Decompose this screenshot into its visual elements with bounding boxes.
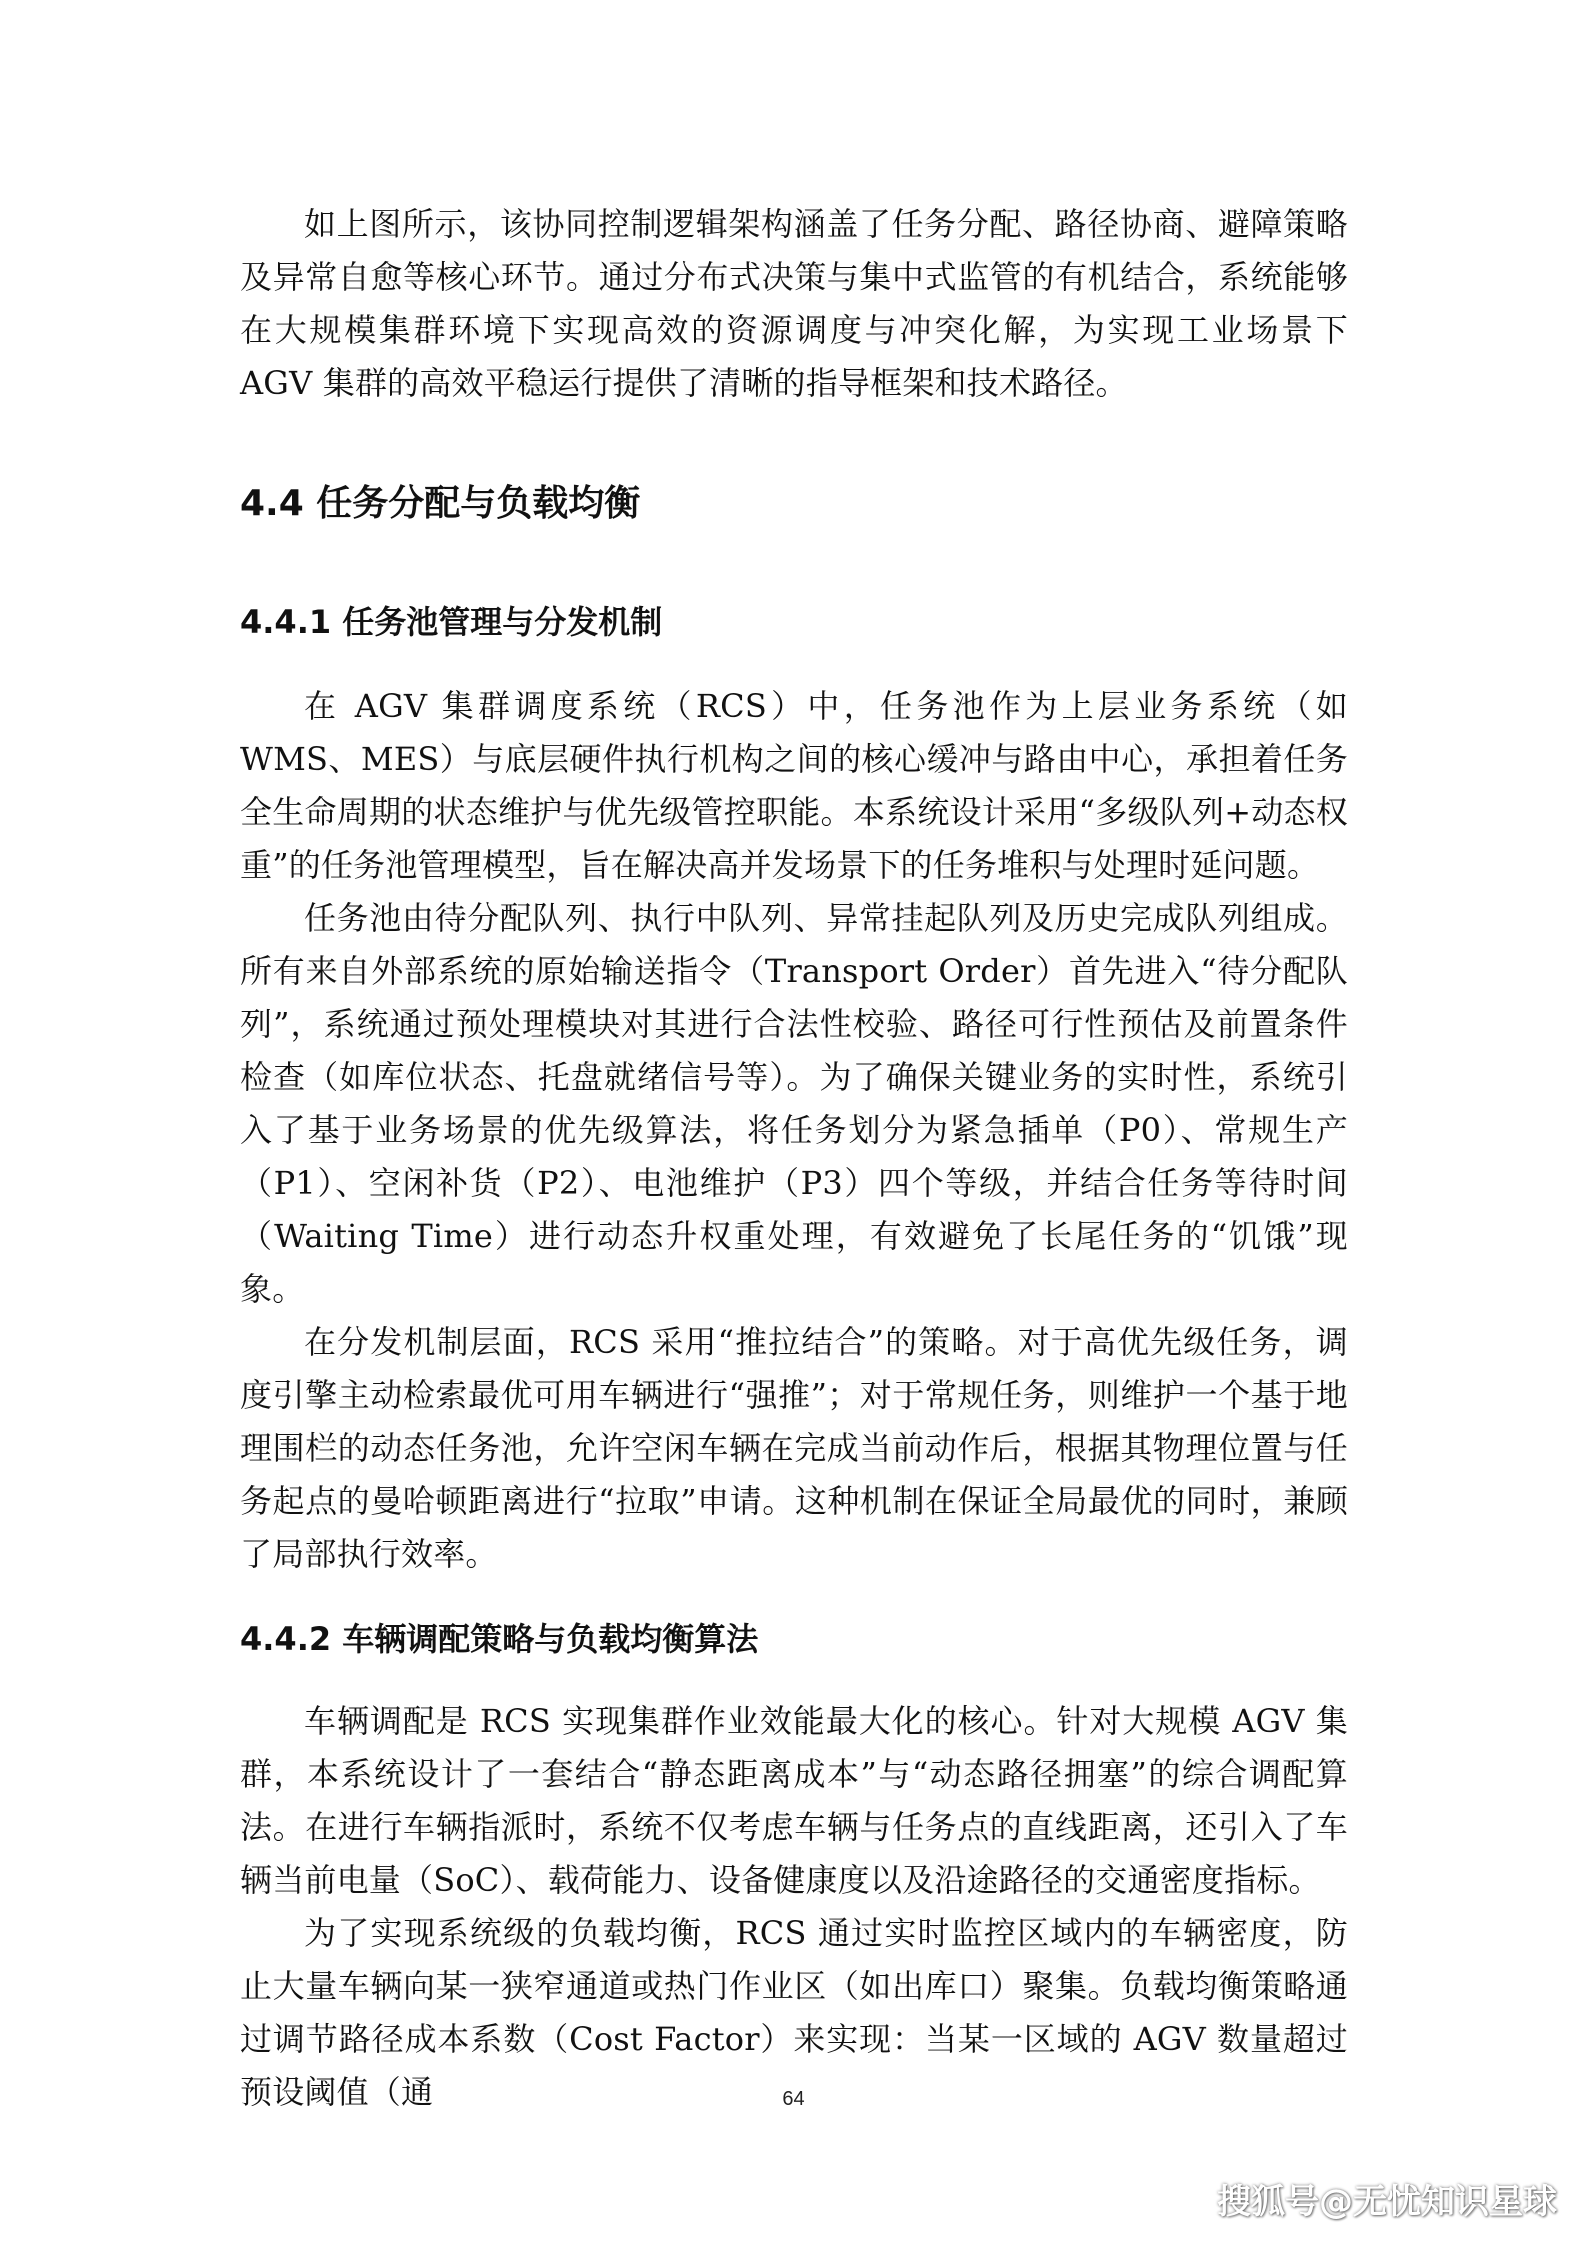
watermark-label: 搜狐号@无忧知识星球 (1217, 2182, 1557, 2222)
page-content (240, 198, 1348, 2119)
paragraph-4-4-1-2: 任务池由待分配队列、执行中队列、异常挂起队列及历史完成队列组成。所有来自外部系统的原始输送指令（Transport Order）首先进入“待分配队列”，系统通过预处理模块对其进行合法性校验、路径可行性预估及前置条件检查（如库位状态、托盘就绪信号等）。为了确保关键业务的实时性，系统引入了基于业务场景的优先级算法，将任务划分为紧急插单（P0）、常规生产（P1）、空闲补货（P2）、电池维护（P3）四个等级，并结合任务等待时间（Waiting Time）进行动态升权重处理，有效避免了长尾任务的“饥饿”现象。 (240, 899, 1348, 1308)
paragraph-4-4-2-1: 车辆调配是 RCS 实现集群作业效能最大化的核心。针对大规模 AGV 集群，本系统设计了一套结合“静态距离成本”与“动态路径拥塞”的综合调配算法。在进行车辆指派时，系统不仅考虑车辆与任务点的直线距离，还引入了车辆当前电量（SoC）、载荷能力、设备健康度以及沿途路径的交通密度指标。 (240, 1702, 1348, 1899)
paragraph-4-4-1-3: 在分发机制层面，RCS 采用“推拉结合”的策略。对于高优先级任务，调度引擎主动检索最优可用车辆进行“强推”；对于常规任务，则维护一个基于地理围栏的动态任务池，允许空闲车辆在完成当前动作后，根据其物理位置与任务起点的曼哈顿距离进行“拉取”申请。这种机制在保证全局最优的同时，兼顾了局部执行效率。 (240, 1323, 1348, 1573)
intro-paragraph: 如上图所示，该协同控制逻辑架构涵盖了任务分配、路径协商、避障策略及异常自愈等核心环节。通过分布式决策与集中式监管的有机结合，系统能够在大规模集群环境下实现高效的资源调度与冲突化解，为实现工业场景下 AGV 集群的高效平稳运行提供了清晰的指导框架和技术路径。 (240, 205, 1348, 402)
section-heading-4-4: 4.4 任务分配与负载均衡 (240, 483, 641, 524)
page-number: 64 (782, 2088, 805, 2110)
subsection-heading-4-4-1: 4.4.1 任务池管理与分发机制 (240, 603, 663, 641)
subsection-heading-4-4-2: 4.4.2 车辆调配策略与负载均衡算法 (240, 1620, 759, 1658)
paragraph-4-4-1-1: 在 AGV 集群调度系统（RCS）中，任务池作为上层业务系统（如 WMS、MES）与底层硬件执行机构之间的核心缓冲与路由中心，承担着任务全生命周期的状态维护与优先级管控职能。本系统设计采用“多级队列+动态权重”的任务池管理模型，旨在解决高并发场景下的任务堆积与处理时延问题。 (240, 687, 1348, 884)
paragraph-4-4-2-2: 为了实现系统级的负载均衡，RCS 通过实时监控区域内的车辆密度，防止大量车辆向某一狭窄通道或热门作业区（如出库口）聚集。负载均衡策略通过调节路径成本系数（Cost Factor）来实现：当某一区域的 AGV 数量超过预设阈值（通 (240, 1914, 1348, 2111)
